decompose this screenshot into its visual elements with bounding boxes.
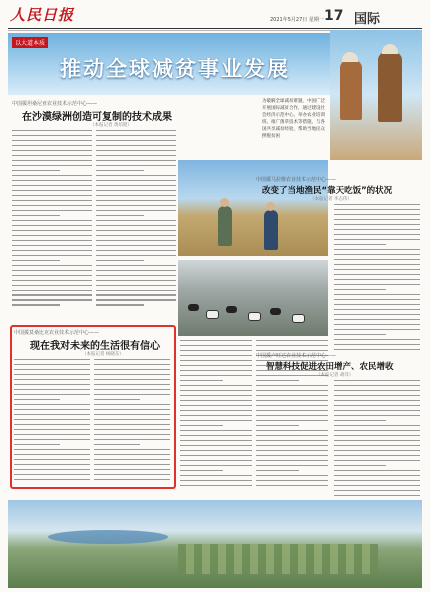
text-line — [96, 304, 144, 305]
article-body — [180, 340, 252, 490]
text-line — [334, 219, 420, 220]
text-line — [256, 455, 328, 456]
text-line — [180, 470, 223, 471]
text-line — [256, 395, 328, 396]
text-line — [334, 294, 420, 295]
text-line — [180, 460, 252, 461]
text-line — [12, 275, 92, 276]
text-line — [180, 450, 252, 451]
text-line — [334, 234, 420, 235]
text-line — [14, 419, 90, 420]
text-line — [12, 280, 92, 281]
text-line — [94, 479, 170, 480]
text-line — [180, 390, 252, 391]
masthead — [8, 4, 422, 26]
text-line — [96, 255, 176, 256]
text-line — [180, 480, 252, 481]
text-line — [334, 385, 420, 386]
text-line — [94, 444, 140, 445]
article-headline: 在沙漠绿洲创造可复制的技术成果 — [22, 112, 172, 123]
person-figure — [218, 206, 232, 246]
article-kicker: 中国援马拉维农业技术示范中心—— — [256, 177, 337, 183]
banner-title: 推动全球减贫事业发展 — [60, 57, 290, 81]
text-line — [12, 299, 92, 300]
text-line — [256, 425, 299, 426]
workers-photo — [330, 30, 422, 160]
article-byline: （本报记者 李志伟） — [310, 197, 352, 202]
text-line — [334, 259, 420, 260]
text-line — [14, 414, 90, 415]
text-line — [256, 420, 328, 421]
text-line — [14, 404, 90, 405]
text-line — [94, 464, 170, 465]
text-line — [334, 495, 420, 496]
text-line — [96, 180, 176, 181]
text-line — [96, 225, 176, 226]
article-body — [334, 204, 420, 354]
text-line — [180, 350, 252, 351]
text-line — [94, 449, 170, 450]
text-line — [96, 265, 176, 266]
text-line — [94, 414, 170, 415]
text-line — [256, 440, 328, 441]
text-line — [12, 245, 92, 246]
text-line — [96, 245, 176, 246]
text-line — [180, 420, 252, 421]
text-line — [334, 445, 420, 446]
text-line — [334, 204, 420, 205]
text-line — [96, 280, 176, 281]
text-line — [96, 130, 176, 131]
text-line — [94, 389, 170, 390]
article-body — [12, 130, 92, 309]
text-line — [256, 450, 328, 451]
cow-figure — [226, 306, 237, 313]
person-figure — [264, 210, 278, 250]
text-line — [14, 454, 90, 455]
text-line — [12, 210, 92, 211]
text-line — [334, 284, 420, 285]
text-line — [334, 254, 420, 255]
text-line — [256, 400, 328, 401]
worker-figure — [378, 52, 402, 122]
highlighted-article — [10, 325, 176, 489]
text-line — [180, 400, 252, 401]
text-line — [14, 424, 90, 425]
text-line — [96, 294, 176, 295]
text-line — [96, 240, 176, 241]
text-line — [94, 439, 170, 440]
text-line — [334, 420, 386, 421]
text-line — [334, 440, 420, 441]
text-line — [334, 395, 420, 396]
text-line — [94, 384, 170, 385]
text-line — [256, 385, 328, 386]
text-line — [12, 195, 92, 196]
text-line — [180, 485, 252, 486]
text-line — [94, 394, 170, 395]
text-line — [96, 235, 176, 236]
text-line — [334, 279, 420, 280]
text-line — [96, 175, 176, 176]
text-line — [180, 415, 252, 416]
article-byline: （本报记者 黄培昭） — [90, 123, 132, 128]
text-line — [96, 160, 176, 161]
text-line — [12, 225, 92, 226]
text-line — [334, 450, 420, 451]
text-line — [334, 269, 420, 270]
cow-figure — [270, 308, 281, 315]
text-line — [334, 460, 420, 461]
text-line — [14, 364, 90, 365]
text-line — [256, 340, 328, 341]
text-line — [14, 394, 90, 395]
text-line — [180, 455, 252, 456]
text-line — [256, 380, 299, 381]
text-line — [14, 389, 90, 390]
text-line — [180, 465, 252, 466]
text-line — [14, 464, 90, 465]
text-line — [94, 469, 170, 470]
text-line — [334, 430, 420, 431]
text-line — [334, 209, 420, 210]
text-line — [94, 374, 170, 375]
article-body — [96, 130, 176, 309]
text-line — [334, 249, 420, 250]
farmland-grid — [178, 544, 378, 574]
text-line — [96, 215, 144, 216]
text-line — [334, 405, 420, 406]
text-line — [14, 429, 90, 430]
text-line — [96, 150, 176, 151]
text-line — [94, 434, 170, 435]
text-line — [14, 369, 90, 370]
text-line — [180, 435, 252, 436]
text-line — [94, 419, 170, 420]
text-line — [12, 304, 60, 305]
text-line — [256, 415, 328, 416]
text-line — [334, 329, 420, 330]
text-line — [334, 264, 420, 265]
text-line — [14, 379, 90, 380]
article-kicker: 中国援莫桑比克农业技术示范中心—— — [14, 330, 100, 336]
text-line — [12, 250, 92, 251]
section-name: 国际 — [354, 12, 381, 27]
text-line — [12, 220, 92, 221]
text-line — [94, 369, 170, 370]
text-line — [12, 285, 92, 286]
text-line — [96, 135, 176, 136]
person-head — [266, 202, 275, 211]
text-line — [256, 465, 328, 466]
cattle-barn-photo — [178, 260, 328, 336]
text-line — [14, 384, 90, 385]
text-line — [94, 379, 170, 380]
publication-date: 2021年5月27日 星期一 — [270, 17, 324, 23]
text-line — [94, 364, 170, 365]
text-line — [256, 480, 328, 481]
text-line — [256, 435, 328, 436]
text-line — [14, 469, 90, 470]
text-line — [334, 390, 420, 391]
text-line — [180, 425, 223, 426]
text-line — [94, 409, 170, 410]
text-line — [14, 449, 90, 450]
text-line — [12, 155, 92, 156]
text-line — [180, 385, 252, 386]
article-byline: （本报记者 胡洋） — [316, 373, 354, 378]
text-line — [12, 190, 92, 191]
text-line — [334, 480, 420, 481]
newspaper-logo: 人民日报 — [10, 6, 75, 24]
text-line — [96, 145, 176, 146]
lake-shape — [48, 530, 168, 544]
text-line — [12, 140, 92, 141]
text-line — [96, 140, 176, 141]
text-line — [180, 370, 252, 371]
text-line — [334, 314, 420, 315]
text-line — [96, 270, 176, 271]
text-line — [334, 485, 420, 486]
article-headline: 改变了当地渔民“靠天吃饭”的状况 — [262, 186, 393, 196]
text-line — [12, 230, 92, 231]
text-line — [94, 404, 170, 405]
article-headline: 智慧科技促进农田增产、农民增收 — [266, 362, 394, 372]
text-line — [12, 235, 92, 236]
text-line — [94, 429, 170, 430]
text-line — [94, 424, 170, 425]
text-line — [180, 345, 252, 346]
text-line — [256, 445, 328, 446]
text-line — [14, 479, 90, 480]
text-line — [12, 150, 92, 151]
text-line — [334, 470, 420, 471]
text-line — [180, 365, 252, 366]
text-line — [14, 474, 90, 475]
text-line — [334, 289, 386, 290]
text-line — [334, 410, 420, 411]
text-line — [12, 240, 92, 241]
text-line — [96, 220, 176, 221]
text-line — [96, 190, 176, 191]
text-line — [334, 244, 386, 245]
text-line — [256, 460, 328, 461]
text-line — [334, 349, 420, 350]
text-line — [256, 430, 328, 431]
article-body — [14, 359, 90, 484]
cow-figure — [292, 314, 305, 323]
worker-figure — [340, 60, 362, 120]
article-kicker: 中国援坦桑尼亚农业技术示范中心—— — [12, 101, 98, 107]
text-line — [12, 260, 60, 261]
text-line — [96, 285, 176, 286]
text-line — [12, 290, 92, 291]
text-line — [180, 445, 252, 446]
text-line — [334, 324, 420, 325]
text-line — [334, 455, 420, 456]
text-line — [334, 339, 420, 340]
cow-figure — [188, 304, 199, 311]
text-line — [334, 304, 420, 305]
text-line — [334, 475, 420, 476]
text-line — [180, 410, 252, 411]
text-line — [334, 214, 420, 215]
text-line — [12, 180, 92, 181]
text-line — [12, 135, 92, 136]
text-line — [334, 239, 420, 240]
text-line — [256, 485, 328, 486]
text-line — [334, 490, 420, 491]
text-line — [12, 255, 92, 256]
text-line — [14, 439, 90, 440]
text-line — [180, 405, 252, 406]
text-line — [96, 200, 176, 201]
text-line — [12, 205, 92, 206]
text-line — [96, 260, 144, 261]
text-line — [12, 130, 92, 131]
banner-tag: 以大道本质 — [12, 37, 48, 48]
text-line — [180, 340, 252, 341]
text-line — [12, 175, 92, 176]
text-line — [14, 444, 60, 445]
cow-figure — [248, 312, 261, 321]
text-line — [12, 160, 92, 161]
text-line — [180, 355, 252, 356]
text-line — [96, 210, 176, 211]
text-line — [96, 165, 176, 166]
text-line — [180, 430, 252, 431]
text-line — [96, 155, 176, 156]
text-line — [180, 395, 252, 396]
text-line — [180, 440, 252, 441]
text-line — [334, 380, 420, 381]
text-line — [12, 185, 92, 186]
text-line — [334, 415, 420, 416]
text-line — [334, 334, 386, 335]
page-number: 17 — [324, 8, 344, 24]
text-line — [334, 465, 386, 466]
text-line — [14, 359, 90, 360]
text-line — [12, 294, 92, 295]
article-byline: （本报记者 杨晓东） — [82, 352, 124, 357]
text-line — [96, 230, 176, 231]
masthead-rule — [8, 28, 422, 29]
oasis-aerial-photo — [8, 500, 422, 588]
text-line — [96, 250, 176, 251]
text-line — [334, 400, 420, 401]
text-line — [12, 145, 92, 146]
text-line — [96, 170, 144, 171]
text-line — [12, 170, 60, 171]
text-line — [96, 205, 176, 206]
banner-intro: 为破解全球减贫难题，中国广泛开展国际减贫合作，通过建设社会经济示范中心、举办农业培训班、推广菌草技术等措施，与各国共享减贫经验，帮助当地民众摆脱贫困 — [262, 99, 325, 139]
text-line — [180, 360, 252, 361]
text-line — [256, 405, 328, 406]
article-headline: 现在我对未来的生活很有信心 — [30, 341, 160, 352]
text-line — [334, 319, 420, 320]
text-line — [94, 459, 170, 460]
text-line — [180, 380, 223, 381]
text-line — [96, 275, 176, 276]
text-line — [12, 165, 92, 166]
field-photo — [178, 160, 328, 256]
text-line — [14, 374, 90, 375]
text-line — [14, 409, 90, 410]
text-line — [96, 290, 176, 291]
text-line — [96, 195, 176, 196]
text-line — [12, 200, 92, 201]
hardhat-icon — [342, 52, 358, 62]
text-line — [256, 410, 328, 411]
text-line — [334, 224, 420, 225]
text-line — [180, 375, 252, 376]
text-line — [334, 229, 420, 230]
text-line — [12, 215, 60, 216]
text-line — [12, 265, 92, 266]
text-line — [14, 434, 90, 435]
text-line — [256, 470, 299, 471]
text-line — [180, 475, 252, 476]
text-line — [256, 475, 328, 476]
text-line — [94, 454, 170, 455]
text-line — [256, 345, 328, 346]
person-head — [220, 198, 229, 207]
hardhat-icon — [382, 44, 398, 54]
text-line — [334, 435, 420, 436]
text-line — [256, 390, 328, 391]
text-line — [334, 274, 420, 275]
text-line — [94, 474, 170, 475]
cow-figure — [206, 310, 219, 319]
text-line — [96, 299, 176, 300]
text-line — [334, 344, 420, 345]
text-line — [94, 359, 170, 360]
text-line — [334, 425, 420, 426]
text-line — [334, 309, 420, 310]
article-kicker: 中国援卢旺达农业技术示范中心—— — [256, 353, 337, 359]
text-line — [14, 399, 60, 400]
text-line — [14, 459, 90, 460]
article-body — [94, 359, 170, 484]
text-line — [96, 185, 176, 186]
text-line — [94, 399, 140, 400]
text-line — [12, 270, 92, 271]
text-line — [334, 299, 420, 300]
